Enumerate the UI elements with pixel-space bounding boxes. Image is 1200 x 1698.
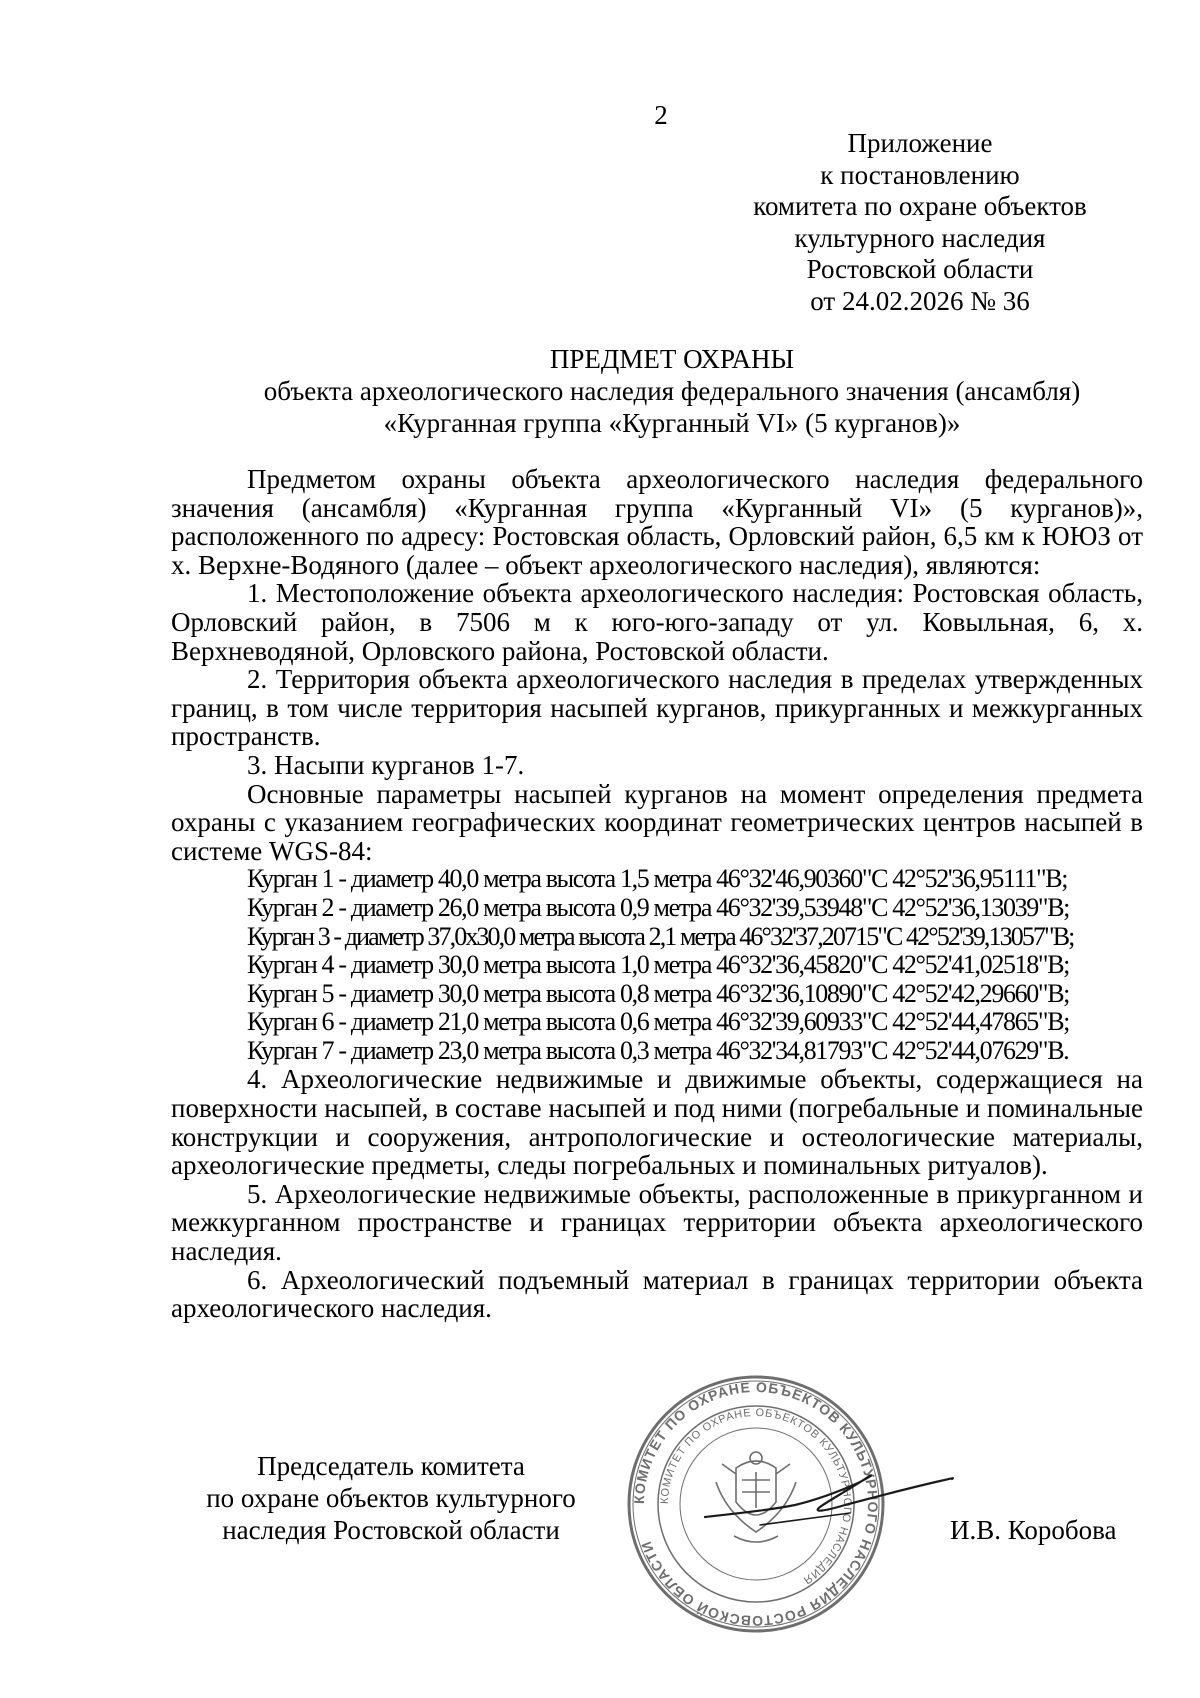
item-2-territory: 2. Территория объекта археологического наследия в пределах утвержденных границ, в том числе территория насыпей курганов, прикурганных и межкурганных пространств. <box>171 664 1143 752</box>
kurgan-line: Курган 7 - диаметр 23,0 метра высота 0,3 метра 46°32'34,81793"С 42°52'44,07629"В. <box>247 1035 1069 1065</box>
kurgan-line: Курган 2 - диаметр 26,0 метра высота 0,9 метра 46°32'39,53948"С 42°52'36,13039"В; <box>247 892 1070 922</box>
signatory-position-line: Председатель комитета <box>257 1451 525 1481</box>
signatory-name: И.В. Коробова <box>950 1515 1117 1545</box>
seal-inner-text: КОМИТЕТ ПО ОХРАНЕ ОБЪЕКТОВ КУЛЬТУРНОГО НАСЛЕДИЯ <box>658 1406 854 1587</box>
appendix-date-number: от 24.02.2026 № 36 <box>810 285 1030 316</box>
appendix-line: культурного наследия <box>794 222 1046 253</box>
item-5-immovable-objects: 5. Археологические недвижимые объекты, расположенные в прикурганном и межкурганном пространстве и границах территории объекта археологического наследия. <box>171 1178 1143 1267</box>
seal-outer-text: КОМИТЕТ ПО ОХРАНЕ ОБЪЕКТОВ КУЛЬТУРНОГО НАСЛЕДИЯ РОСТОВСКОЙ ОБЛАСТИ <box>630 1378 882 1630</box>
appendix-line: комитета по охране объектов <box>753 191 1087 221</box>
document-title <box>172 343 1172 439</box>
parameters-paragraph: Основные параметры насыпей курганов на момент определения предмета охраны с указанием географических координат геометрических центров насыпей в системе WGS-84: <box>171 778 1143 866</box>
page-number: 2 <box>654 100 668 130</box>
kurgan-line: Курган 5 - диаметр 30,0 метра высота 0,8 метра 46°32'36,10890"С 42°52'42,29660"В; <box>247 978 1070 1008</box>
kurgan-line: Курган 1 - диаметр 40,0 метра высота 1,5 метра 46°32'46,90360"С 42°52'36,95111"В; <box>247 864 1068 894</box>
signatory-position <box>186 1450 596 1546</box>
item-3-mounds: 3. Насыпи курганов 1-7. <box>247 749 525 780</box>
item-1-location: 1. Местоположение объекта археологического наследия: Ростовская область, Орловский район, в 7506 м к юго-юго-западу от ул. Ковыльная, 6, х. Верхневодяной, Орловского района, Ростовской области. <box>171 578 1143 666</box>
intro-paragraph: Предметом охраны объекта археологического наследия федерального значения (ансамбля) «Курганная группа «Курганный VI» (5 курганов)», расположенного по адресу: Ростовская область, Орловский район, 6,5 км к ЮЮЗ от х. Верхне-Водяного (далее – объект археологического наследия), являются: <box>171 464 1143 580</box>
title-heading: ПРЕДМЕТ ОХРАНЫ <box>549 344 795 374</box>
title-object-name: «Курганная группа «Курганный VI» (5 курганов)» <box>383 408 961 438</box>
item-6-surface-material: 6. Археологический подъемный материал в границах территории объекта археологического наследия. <box>171 1264 1143 1324</box>
appendix-line: к постановлению <box>820 159 1020 190</box>
appendix-line: Приложение <box>847 128 993 158</box>
title-subtitle: объекта археологического наследия федерального значения (ансамбля) <box>263 376 1081 406</box>
appendix-header <box>700 128 1140 317</box>
appendix-line: Ростовской области <box>806 254 1034 284</box>
kurgan-line: Курган 6 - диаметр 21,0 метра высота 0,6 метра 46°32'39,60933"С 42°52'44,47865"В; <box>247 1007 1070 1037</box>
kurgan-line: Курган 4 - диаметр 30,0 метра высота 1,0 метра 46°32'36,45820"С 42°52'41,02518"В; <box>247 950 1070 980</box>
signatory-position-line: наследия Ростовской области <box>222 1515 560 1545</box>
item-4-objects: 4. Археологические недвижимые и движимые объекты, содержащиеся на поверхности насыпей, в составе насыпей и под ними (погребальные и поминальные конструкции и сооружения, антропологические и остеологические материалы, археологические предметы, следы погребальных и поминальных ритуалов). <box>171 1064 1143 1181</box>
document-body <box>171 465 1143 1323</box>
handwritten-signature <box>700 1455 960 1545</box>
kurgan-line: Курган 3 - диаметр 37,0х30,0 метра высота 2,1 метра 46°32'37,20715"С 42°52'39,13057"В; <box>247 921 1074 951</box>
signatory-position-line: по охране объектов культурного <box>206 1483 576 1513</box>
